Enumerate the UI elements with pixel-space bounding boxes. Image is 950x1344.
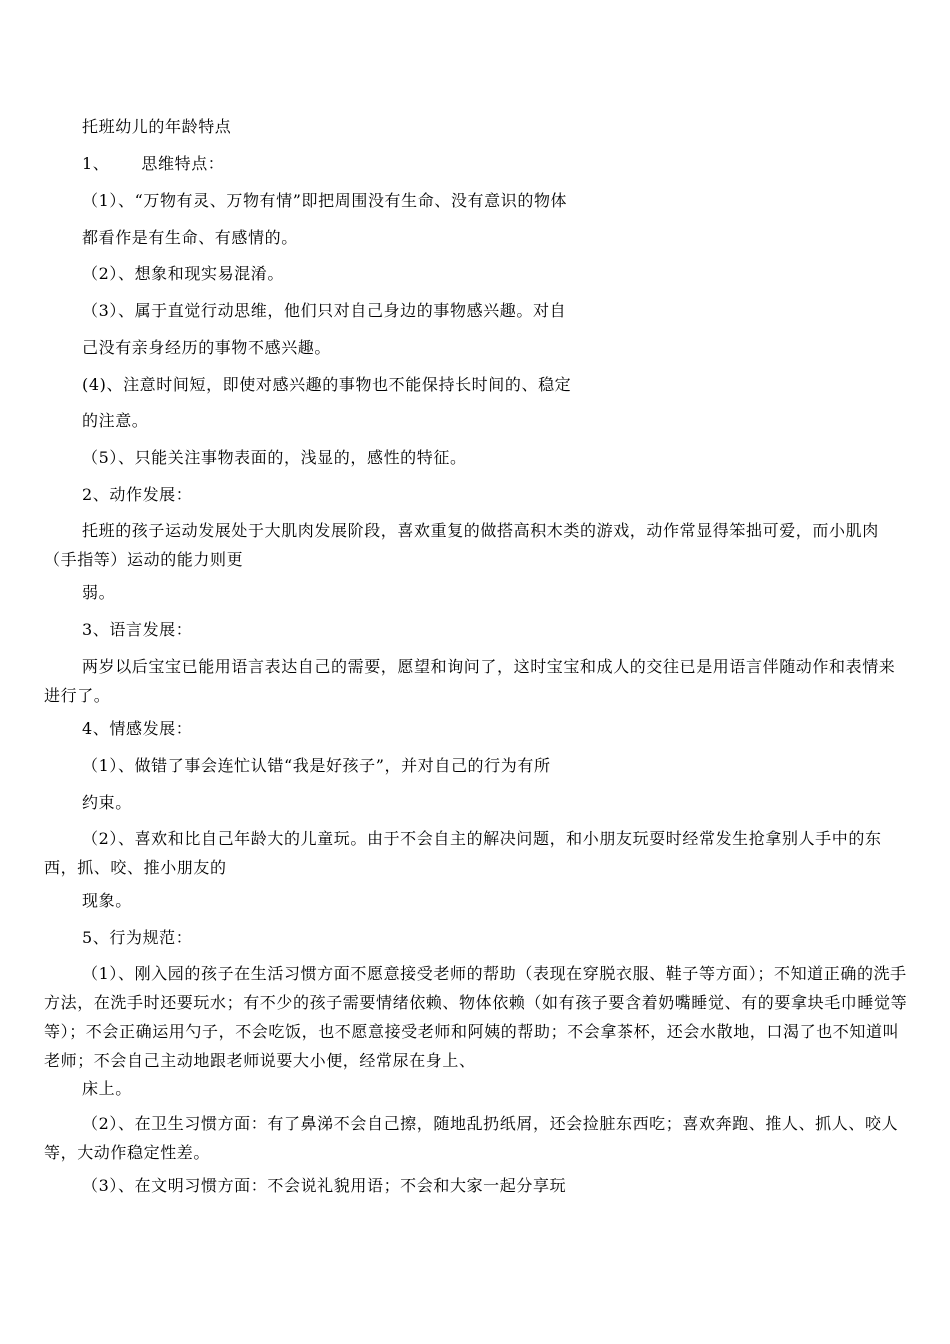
section-1-item-1: （1）、“万物有灵、万物有情”即把周围没有生命、没有意识的物体 bbox=[82, 191, 568, 210]
section-1-item-5: （5）、只能关注事物表面的，浅显的，感性的特征。 bbox=[82, 448, 467, 467]
section-4-item-1-tail: 约束。 bbox=[82, 793, 132, 812]
section-4-item-2-tail: 现象。 bbox=[82, 891, 132, 910]
section-1-item-2: （2）、想象和现实易混淆。 bbox=[82, 264, 284, 283]
section-5-item-3: （3）、在文明习惯方面：不会说礼貌用语；不会和大家一起分享玩 bbox=[82, 1176, 567, 1195]
section-1-heading bbox=[82, 155, 224, 173]
section-4-heading: 4、情感发展： bbox=[82, 719, 193, 738]
section-5-item-1: （1）、刚入园的孩子在生活习惯方面不愿意接受老师的帮助（表现在穿脱衣服、鞋子等方面）；不知道正确的洗手方法，在洗手时还要玩水；有不少的孩子需要情绪依赖、物体依赖（如有孩子要含着奶嘴睡觉、有的要拿块毛巾睡觉等等）；不会正确运用勺子，不会吃饭，也不愿意接受老师和阿姨的帮助；不会拿茶杯，还会水散地，口渴了也不知道叫老师；不会自己主动地跟老师说要大小便，经常尿在身上、 bbox=[44, 964, 908, 1070]
section-1-item-1-cont: 都看作是有生命、有感情的。 bbox=[82, 228, 298, 247]
section-3-heading: 3、语言发展： bbox=[82, 620, 193, 639]
section-5-item-2: （2）、在卫生习惯方面：有了鼻涕不会自己擦，随地乱扔纸屑，还会捡脏东西吃；喜欢奔跑、推人、抓人、咬人等，大动作稳定性差。 bbox=[44, 1114, 899, 1162]
section-3-paragraph: 两岁以后宝宝已能用语言表达自己的需要，愿望和询问了，这时宝宝和成人的交往已是用语言伴随动作和表情来进行了。 bbox=[44, 657, 896, 705]
section-1-number: 1、 bbox=[82, 154, 110, 173]
section-2-heading: 2、动作发展： bbox=[82, 485, 193, 504]
section-5-heading: 5、行为规范： bbox=[82, 928, 193, 947]
section-2-paragraph-tail: 弱。 bbox=[82, 583, 116, 602]
section-2-paragraph: 托班的孩子运动发展处于大肌肉发展阶段，喜欢重复的做搭高积木类的游戏，动作常显得笨拙可爱，而小肌肉（手指等）运动的能力则更 bbox=[44, 521, 879, 569]
section-1-heading-text: 思维特点： bbox=[141, 154, 225, 173]
section-1-item-3: （3）、属于直觉行动思维，他们只对自己身边的事物感兴趣。对自 bbox=[82, 301, 567, 320]
document-title: 托班幼儿的年龄特点 bbox=[82, 117, 232, 136]
section-5-item-1-tail: 床上。 bbox=[82, 1079, 132, 1098]
section-4-item-2: （2）、喜欢和比自己年龄大的儿童玩。由于不会自主的解决问题，和小朋友玩耍时经常发生抢拿别人手中的东西，抓、咬、推小朋友的 bbox=[44, 829, 882, 877]
section-1-item-4: (4)、注意时间短，即使对感兴趣的事物也不能保持长时间的、稳定 bbox=[82, 375, 572, 394]
section-1-item-3-cont: 己没有亲身经历的事物不感兴趣。 bbox=[82, 338, 332, 357]
section-1-item-4-cont: 的注意。 bbox=[82, 411, 149, 430]
section-4-item-1: （1）、做错了事会连忙认错“我是好孩子”，并对自己的行为有所 bbox=[82, 756, 551, 775]
